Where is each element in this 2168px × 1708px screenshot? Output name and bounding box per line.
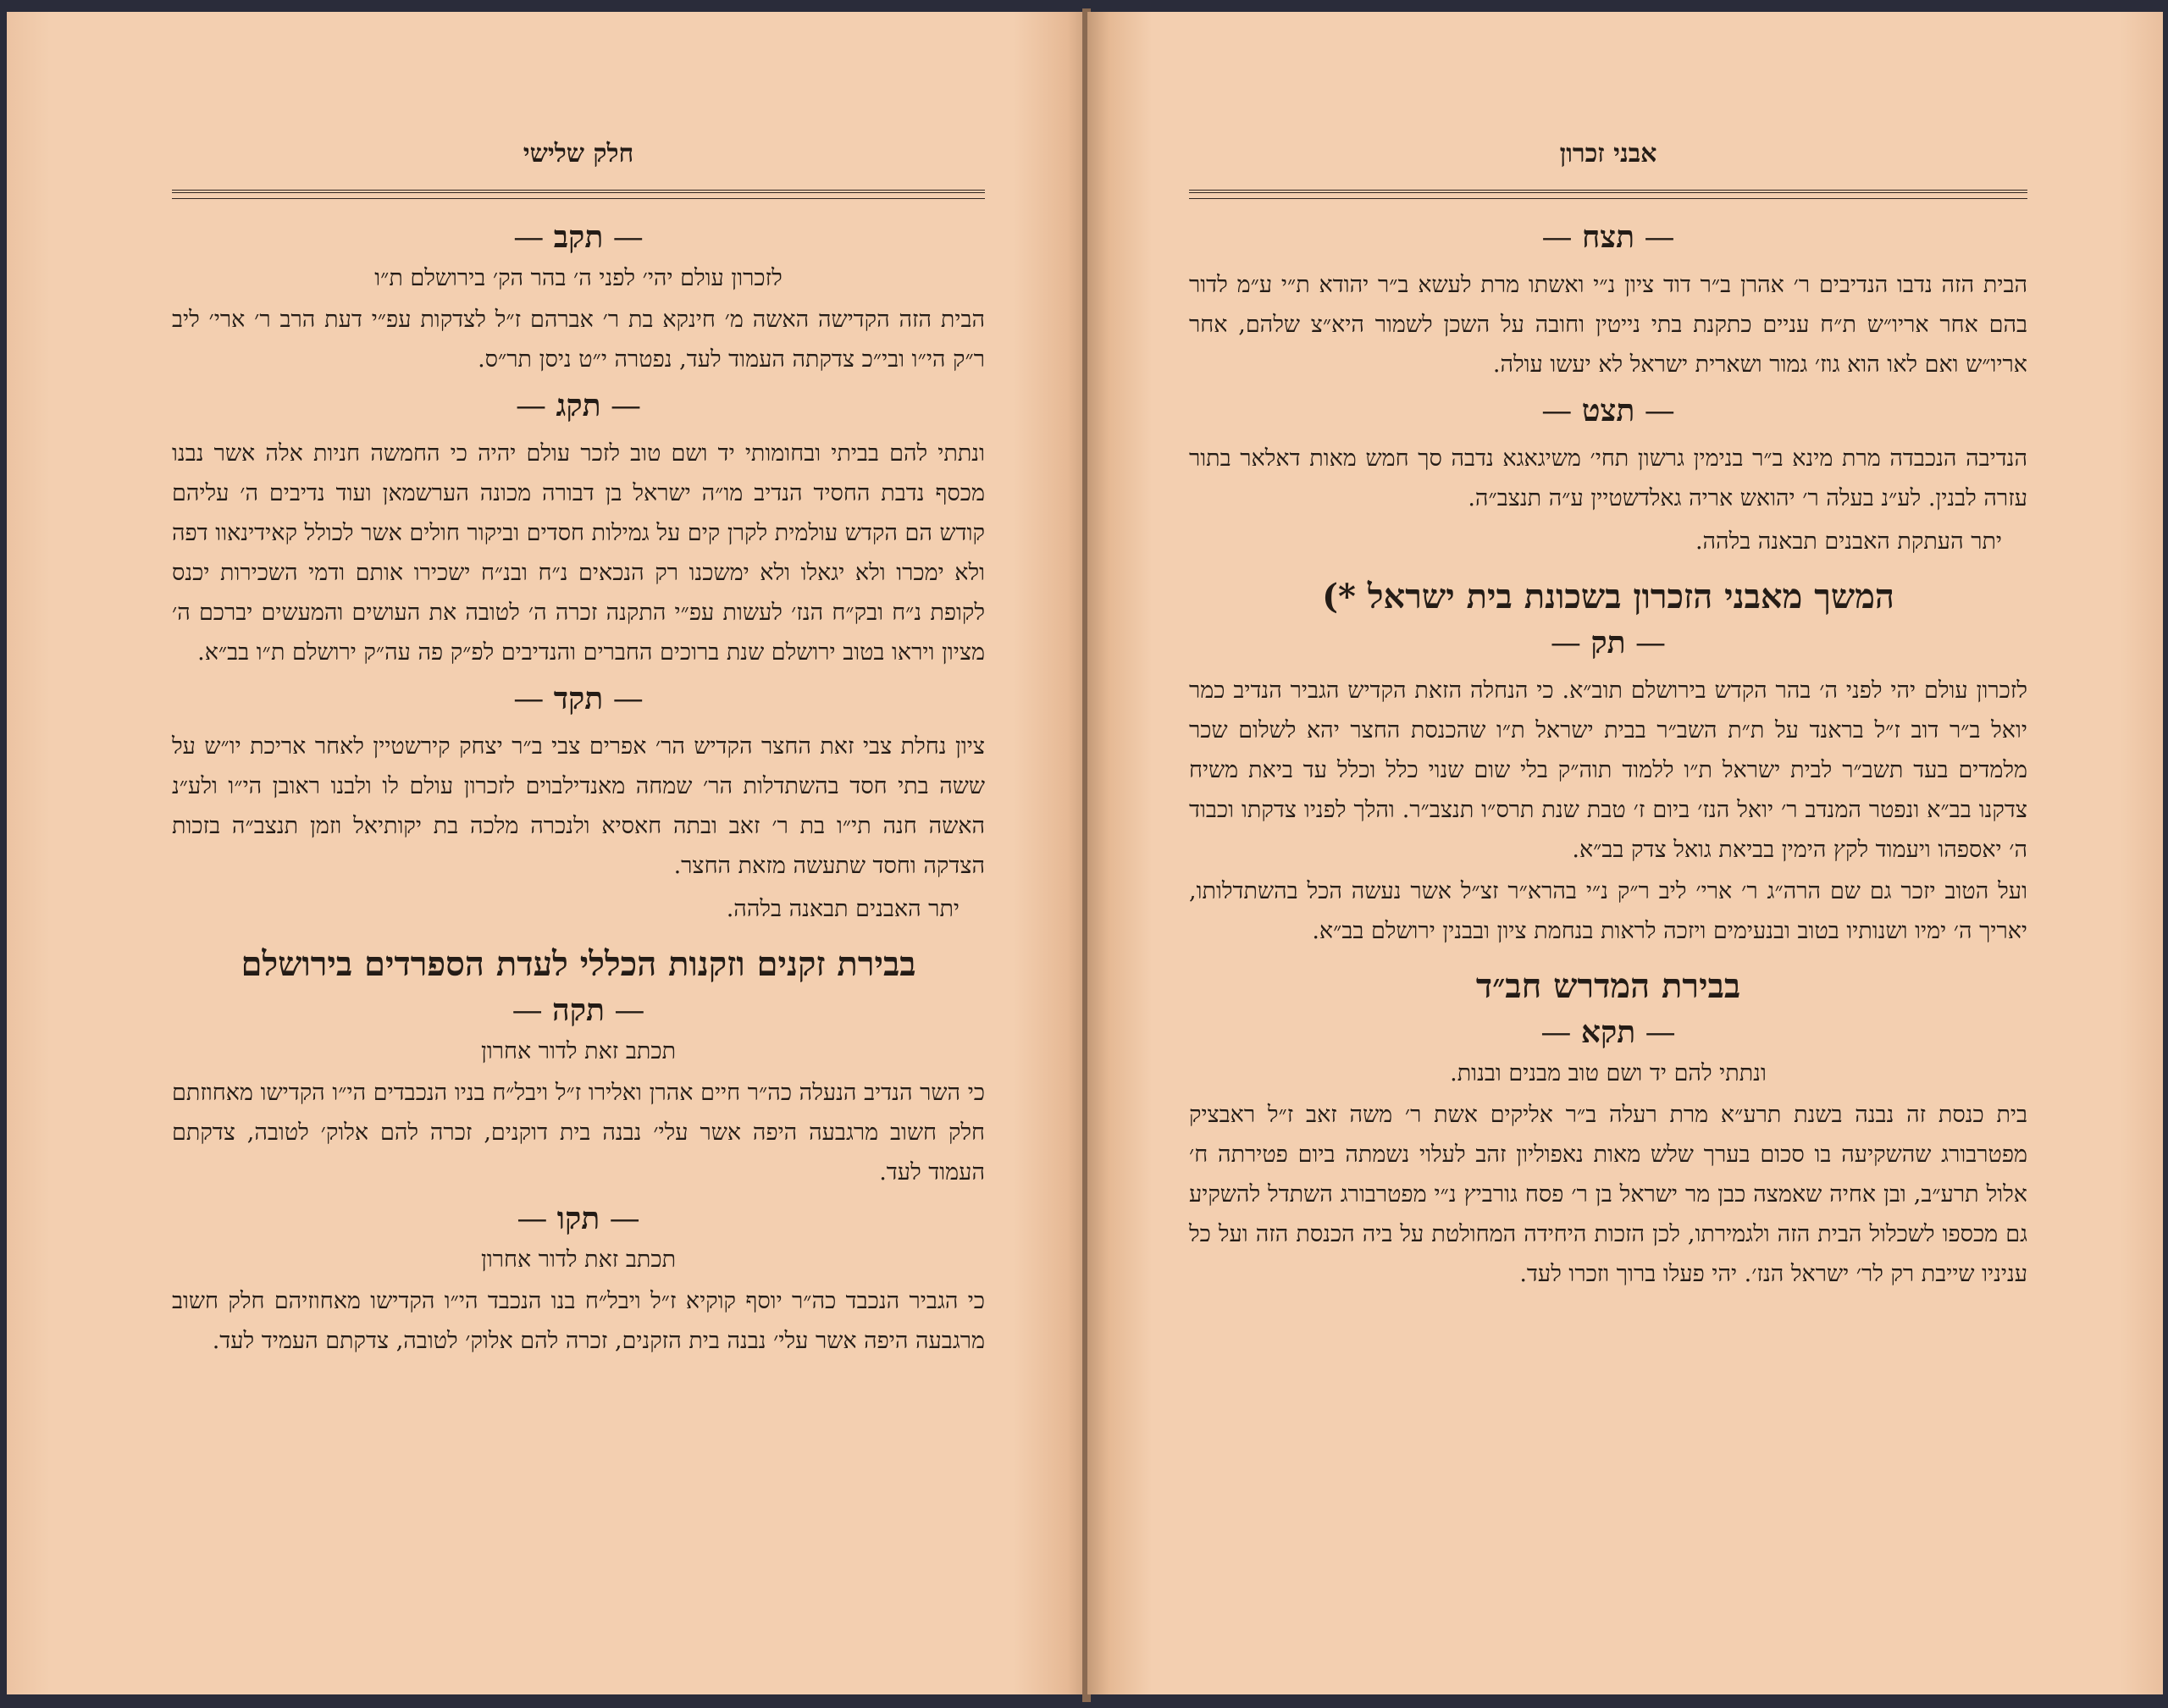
header-rule xyxy=(1189,190,2027,199)
section-heading: — תקה — xyxy=(512,992,645,1028)
section-banner: בבירת המדרש חב״ד xyxy=(1475,966,1741,1006)
running-head-left: חלק שלישי xyxy=(523,139,634,169)
section-number: תקא xyxy=(1580,1014,1636,1050)
dedication-line: תכתב זאת לדור אחרון xyxy=(480,1246,677,1273)
section-number: תקד xyxy=(553,681,604,716)
paragraph: הבית הזה הקדישה האשה מ׳ חינקא בת ר׳ אברהם ז״ל לצדקות עפ״י דעת הרב ר׳ ארי׳ ליב ר״ק הי״ו ובי״כ צדקתה העמוד לעד, נפטרה י״ט ניסן תר״ס. xyxy=(172,307,985,373)
dedication-line: תכתב זאת לדור אחרון xyxy=(480,1038,677,1064)
dedication-line: ונתתי להם יד ושם טוב מבנים ובנות. xyxy=(1450,1060,1767,1086)
section-banner: בבירת זקנים וזקנות הכללי לעדת הספרדים בירושלם xyxy=(241,944,916,984)
section-heading: — תצט — xyxy=(1541,393,1675,428)
right-page-body xyxy=(1189,12,2027,1694)
section-heading: — תצח — xyxy=(1541,219,1675,255)
paragraph: ועל הטוב יזכר גם שם הרה״ג ר׳ ארי׳ ליב ר״ק נ״י בהרא״ר זצ״ל אשר נעשה הכל בהשתדלותו, יאריך ה׳ ימיו ושנותיו בטוב ובנעימים ויזכה לראות בנחמת ציון ובבנין ירושלם בב״א. xyxy=(1189,878,2027,944)
section-heading: — תקד — xyxy=(513,681,644,716)
paragraph: לזכרון עולם יהי לפני ה׳ בהר הקדש בירושלם תוב״א. כי הנחלה הזאת הקדיש הגביר הנדיב כמר יואל ב״ר דוב ז״ל בראנד על ת״ת השב״ר בבית ישראל ת״ו שהכנסת החצר יהא לשלום שכר מלמדים בעד תשב״ר לבית ישראל ת״ו ללמוד תוה״ק בלי שום שנוי כלל וכלל עד ביאת משיח צדקנו בב״א ונפטר המנדב ר׳ יואל הנז׳ ביום ז׳ טבת שנת תרס״ו תנצב״ר. והלך לפניו צדקתו וכבוד ה׳ יאספהו ויעמוד לקץ הימין בביאת גואל צדק בב״א. xyxy=(1189,677,2027,863)
header-rule xyxy=(172,190,985,199)
paragraph: ציון נחלת צבי זאת החצר הקדיש הר׳ אפרים צבי ב״ר יצחק קירשטיין לאחר אריכת יו״ש על ששה בתי חסד בהשתדלות הר׳ שמחה מאנדילבוים לזכרון עולם לו ולבנו ראובן הי״ו ולע״נ האשה חנה תי״ו בת ר׳ זאב ובתה חאסיא ולנכרה מלכה בת יקותיאל וזמן תנצב״ה בזכות הצדקה וחסד שתעשה מזאת החצר. xyxy=(172,733,986,879)
section-heading: — תקו — xyxy=(517,1201,640,1236)
section-number: תק xyxy=(1590,625,1626,661)
section-number: תקה xyxy=(552,992,605,1028)
closing-line: יתר העתקת האבנים תבאנה בלהה. xyxy=(1695,528,2002,555)
running-head-right: אבני זכרון xyxy=(1559,139,1657,169)
dedication-line: לזכרון עולם יהי׳ לפני ה׳ בהר הק׳ בירושלם ת״ו xyxy=(374,265,783,291)
section-heading: — תקב — xyxy=(513,219,644,255)
right-page xyxy=(1087,12,2163,1694)
paragraph: בית כנסת זה נבנה בשנת תרע״א מרת רעלה ב״ר אליקים אשת ר׳ משה זאב ז״ל ראבציק מפטרבורג שהשקיעה בו סכום בערך שלש מאות נאפוליון זהב לעלוי נשמתה ביום פטירתה ח׳ אלול תרע״ב, ובן אחיה שאמצה כבן מר ישראל בן ר׳ פסח גורביץ נ״י מפטרבורג השתדל להשקיע גם מכספו לשכלול הבית הזה ולגמירתו, לכן הזכות היחידה המחולטת על ביה הכנסת הזה ועל כל עניניו שייבת רק לר׳ ישראל הנז׳. יהי פעלו ברוך וזכרו לעד. xyxy=(1189,1102,2027,1287)
section-heading: — תק — xyxy=(1550,625,1667,661)
paragraph: ונתתי להם בביתי ובחומותי יד ושם טוב לזכר עולם יהיה כי החמשה חניות אלה אשר נבנו מכסף נדבת החסיד הנדיב מו״ה ישראל בן דבורה מכונה הערשמאן ועוד נדיבים ה׳ עליהם קודש הם הקדש עולמית לקרן קים על גמילות חסדים וביקור חולים אשר לכולל קאידינאוו דפה ולא ימכרו ולא יגאלו ולא ימשכנו רק הנכאים נ״ח ובנ״ח ישכירו אותם ודמי השכירות יכנס לקופת נ״ח ובק״ח הנז׳ לעשות עפ״י התקנה זכרה ה׳ לטובה את העושים והמעשים יברכם ה׳ מציון ויראו בטוב ירושלם שנת ברוכים החברים והנדיבים לפ״ק פה עה״ק ירושלם ת״ו בב״א. xyxy=(172,440,985,666)
left-page xyxy=(7,12,1089,1694)
section-heading: — תקג — xyxy=(515,388,641,423)
section-number: תקב xyxy=(553,219,604,255)
section-number: תצט xyxy=(1581,393,1635,428)
paragraph: הבית הזה נדבו הנדיבים ר׳ אהרן ב״ר דוד ציון נ״י ואשתו מרת לעשא ב״ר יהודא ת״י ע״מ לדור בהם אחר אריו״ש ת״ח עניים כתקנת בתי נייטין וחובה על השכן לשמור היא״צ שלהם, אחר אריו״ש ואם לאו הוא גוז׳ גמור ושארית ישראל לא יעשו עולה. xyxy=(1189,272,2027,378)
section-heading: — תקא — xyxy=(1540,1014,1676,1050)
paragraph: כי הגביר הנכבד כה״ר יוסף קוקיא ז״ל ויבל״ח בנו הנכבד הי״ו הקדישו מאחוזיהם חלק חשוב מרגבעה היפה אשר עלי׳ נבנה בית הזקנים, זכרה להם אלוק׳ לטובה, צדקתם העמיד לעד. xyxy=(172,1288,985,1354)
section-number: תצח xyxy=(1581,219,1635,255)
left-page-body xyxy=(172,12,985,1694)
paragraph: הנדיבה הנכבדה מרת מינא ב״ר בנימין גרשון תחי׳ משיגאגא נדבה סך חמש מאות דאלאר בתור עזרה לבנין. לע״נ בעלה ר׳ יהואש אריה גאלדשטיין ע״ה תנצב״ה. xyxy=(1189,445,2027,511)
paragraph: כי השר הנדיב הנעלה כה״ר חיים אהרן ואלירו ז״ל ויבל״ח בניו הנכבדים הי״ו הקדישו מאחוזתם חלק חשוב מרגבעה היפה אשר עלי׳ נבנה בית דוקנים, זכרה להם אלוק׳ לטובה, צדקתם העמוד לעד. xyxy=(172,1080,985,1186)
section-number: תקג xyxy=(556,388,601,423)
section-number: תקו xyxy=(556,1201,600,1236)
section-banner: המשך מאבני הזכרון בשכונת בית ישראל *) xyxy=(1322,577,1894,616)
closing-line: יתר האבנים תבאנה בלהה. xyxy=(726,896,960,922)
